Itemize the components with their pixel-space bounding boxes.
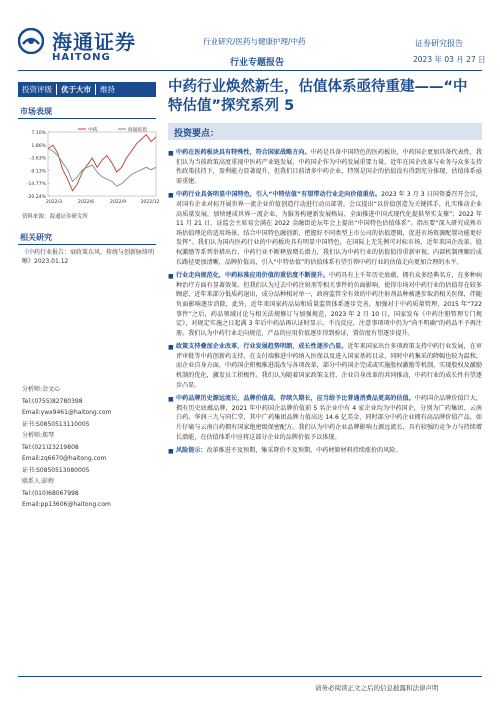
analyst-email-link[interactable]: Email:zq6670@haitong.com (22, 455, 107, 462)
x-tick-label: 2022/6 (77, 200, 95, 205)
report-category: 行业研究/医药与健康护理/中药 (203, 37, 306, 46)
analyst-line: 证书:S0850513080005 (22, 466, 90, 474)
bullet-icon: ■ (168, 150, 174, 157)
legend-label: 中药 (88, 127, 98, 133)
key-point-lead: 政策支持叠加企业改革，行业发展趋势明朗，成长性逐步凸显。 (176, 343, 348, 351)
analyst-contacts (22, 384, 160, 511)
x-tick-label: 2022/3 (45, 200, 63, 205)
x-tick-label: 2022/12 (140, 200, 160, 205)
sidebar-divider (18, 118, 156, 119)
key-point (168, 394, 482, 442)
bullet-icon: ■ (168, 448, 174, 456)
page-title: 中药行业焕然新生，估值体系亟待重建——“中特估值”探究系列 5 (168, 79, 468, 114)
key-point-text: 近年来国家出台多项政策支持中药行业发展，在审评审批等中药创新药支持，在支付端推进中药纳入医保以及进入国家基药目录，同时中药集采的降幅也较为温和，而企业自身方面，中药国企积极推进混改与各项改革，部分中药国企完成或实施股权激励等机制，实现股权及激励机制的优化，激发员工积极性。我们认为随着国家政策支持、企业自身改革的共同推动，中药行业的成长性有望逐步凸显。 (176, 343, 482, 389)
y-tick-label: 1.86% (31, 143, 46, 149)
chart-source: 资料来源：海通证券研究所 (22, 214, 89, 220)
key-point-lead: 中药品牌历史源远流长，品牌价值高，存续久期长，应当给予比普通消费品更高的估值。 (176, 395, 415, 403)
logo-english: HAITONG (52, 52, 111, 63)
y-tick-label: -20.24% (26, 195, 46, 200)
market-performance-heading: 市场表现 (20, 107, 52, 116)
bullet-icon: ■ (168, 344, 174, 352)
analyst-line: 联系人:彭娉 (22, 478, 55, 485)
y-tick-label: -3.63% (29, 156, 46, 162)
analyst-line: 分析师:郑琴 (22, 432, 55, 439)
header-divider (18, 70, 482, 71)
analyst-email-link[interactable]: Email:ywx9461@haitong.com (22, 409, 112, 416)
analyst-line: Tel:(021)23219808 (22, 443, 79, 451)
bullet-icon: ■ (168, 396, 174, 404)
y-tick-label: -14.77% (26, 182, 46, 188)
report-subcategory: 行业专题报告 (230, 58, 285, 68)
market-performance-chart (18, 124, 160, 208)
series-line-index (48, 149, 156, 187)
report-date: 2023 年 03 月 27 日 (413, 55, 486, 64)
series-line-tcm (48, 135, 156, 191)
rating-action: 维持 (100, 85, 115, 94)
key-point (168, 190, 482, 267)
analyst-email-link[interactable]: Email:pp13606@haitong.com (22, 501, 111, 508)
related-research-text: 《中药行业报告：衰政策东风，传统与创新脉络明晰》2023.01.12 (22, 249, 155, 265)
key-point-text: 2023 年 3 月 3 日国资委召开会议，对国有企业对标开展世界一流企业价值创造行动进行动员部署。会议提出“以价值创造为关键抓手，扎实推动企业高质量发展，加快建成世界一流企业，为服务构建新发展格局、全面推进中国式现代化提供坚实支撑”；2022 年 11 月 21 日，证监会主席易会满在 2022 金融街论坛年会上提出“中国特色估值体系”。指出要“深入研究成熟市场估值理论的适用场景，结合中国特色融创新，把握好不同类型上市公司的估值逻辑，促进市场资源配置功能更好发挥”。我们认为国内医药行业的中药板块具有明显中国特色，在国际上无先例可对标市场，近年来国企改革、股权激励等系列举措出台，中药行业不断释放增长潜力，我们认为中药行业的估值值得重新审视。内部机制理顺后成长路径更加清晰，品牌价值高，引入“中特估值”的估值体系有望引领中药行业的估值走向更加合理的水平。 (176, 191, 482, 266)
y-tick-label: 7.10% (31, 131, 46, 136)
analyst-line: Tel:(010)68067998 (22, 489, 79, 497)
key-point (168, 271, 482, 338)
y-tick-label: -9.13% (29, 169, 46, 175)
report-type: 证券研究报告 (415, 39, 463, 48)
key-point-lead: 中药行业具备明显中国特色，引入“中特估值”有望带动行业走向价值重估。 (176, 191, 382, 199)
footer-divider (18, 676, 482, 677)
key-point-text: 中药国企品牌价值巨大，拥有历史底蕴品牌，2021 年中药国企品牌价值前 5 名企业中有 4 家企业均为中药国企，分别为广药集团、云南白药、华润三九与同仁堂，其中广药集团品牌力值高达 14.6 亿美金，同时部分中药企业拥有高品牌价值产品，如片仔癀与云南白药拥有国家绝密级保密配方。我们认为中药企业品牌影响力源远流长，具有较强的竞争力与持续增长潜能，在估值体系中应将这部分企业的品牌价值予以体现。 (176, 395, 483, 441)
key-point-lead: 中药在医药板块具有特殊性，符合国家战略方向。 (176, 149, 311, 156)
x-tick-label: 2022/9 (109, 200, 127, 205)
haitong-logo-icon (18, 28, 44, 54)
bullet-icon: ■ (168, 273, 174, 281)
sidebar-divider (18, 244, 156, 245)
analyst-line: Tel:(0755)82780398 (22, 397, 83, 405)
rating-label: 投资评级 (22, 85, 52, 94)
footer-disclaimer: 请务必阅读正文之后的信息披露和法律声明 (315, 684, 439, 692)
key-point (168, 342, 482, 390)
rating-value: 优于大市 (61, 85, 91, 94)
key-point-text: 中药具有上千年历史底蕴，拥有众多经典名方，在多种病种治疗方面有显著效果。但我们认为过去中药注射剂等相关事件的负面影响，使得市场对中药行业的估值存在较多顾虑，近年来部分低质药退出，成分品种相对单一，政府监管全有效的中药注射剂品种被逐步取消相关医保，伴随负面影响逐步消除，此外，近年来国家药品局和质量监管体系逐步完善，加强对于中药质量管理，2015 年“722 事件”之后，药品领域讨论与相关法规修订与加强规范，2023 年 2 月 10 日，国家发布《中药注册管理专门规定》，对规定实施之日起满 3 年后中药品再认证时显示，不良反应，注意事项项中仍为“尚不明确”的药品不予再注册。我们认为中药行业走向规范，产品的应用价值逐步得到验证，置信度有望逐步提升。 (176, 272, 483, 337)
logo-chinese: 海通证券 (52, 30, 136, 54)
rating-bar (18, 82, 156, 97)
key-point (168, 446, 482, 456)
haitong-logo (18, 22, 178, 66)
legend-label: 海通综指 (128, 127, 148, 133)
related-research-heading: 相关研究 (20, 233, 52, 242)
chart-frame (48, 132, 156, 196)
key-points-heading: 投资要点： (168, 123, 482, 140)
key-point (168, 148, 482, 186)
bullet-icon: ■ (168, 192, 174, 200)
key-point-text: 中药是具备中国特色的医药板块，中药国企更加具备代表性，我们认为当前政策高度重视中医药产业链发展，中药国企作为中药发展重要力量，近年在国企改革与业务与众多支持性政策扶持下，盈利能力显著提升，但我们目前请多中药企业，特别是国企的估值没有得到充分体现，估值体系亟需重建。 (176, 149, 483, 185)
key-points-body (168, 148, 482, 460)
key-point-lead: 行业走向规范化，中药标准应用价值的重估度不断提升。 (176, 272, 330, 280)
key-point-lead: 风险提示： (176, 447, 207, 455)
analyst-line: 分析师:余文心 (22, 386, 61, 393)
analyst-line: 证书:S0850513110005 (22, 420, 90, 428)
key-point-text: 改革推进不及预期、集采降价不及预期、中药材原材料持续涨价的风险。 (206, 447, 402, 455)
